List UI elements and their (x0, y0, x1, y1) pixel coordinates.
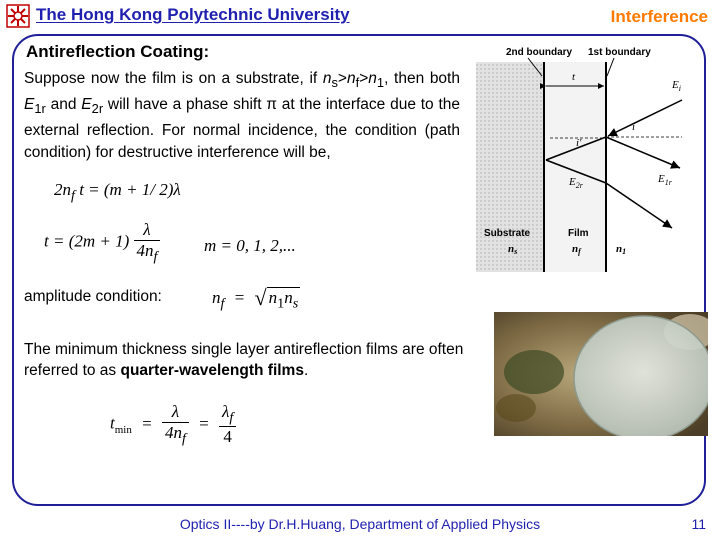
para-text-1: Suppose now the film is on a substrate, if (24, 70, 318, 87)
eq4-equals-2: = (199, 413, 209, 433)
equation-m-values: m = 0, 1, 2,... (204, 236, 296, 255)
eq2-den-sub: f (153, 248, 158, 265)
eq4-den-1 (162, 423, 189, 447)
eq4-den-4: 4 (223, 427, 232, 447)
eq4-lambda-sub: f (229, 409, 234, 426)
var-E: E (81, 96, 92, 114)
label-t: t (572, 71, 576, 83)
footer-text: Optics II----by Dr.H.Huang, Department of Applied Physics (179, 516, 541, 532)
eq2-numerator: λ (134, 220, 161, 241)
label-1st-boundary: 1st boundary (588, 47, 651, 58)
eq2-fraction (134, 220, 161, 265)
university-logo-icon (6, 4, 30, 28)
eq4-num-1: λ (162, 402, 189, 423)
eq2-left: t = (2m + 1) (44, 231, 130, 251)
eq4-den-sub: f (181, 430, 186, 447)
eq2-denominator (134, 241, 161, 265)
university-name[interactable]: The Hong Kong Polytechnic University (36, 5, 350, 24)
quarter-wave-paragraph (24, 339, 464, 381)
eq4-num-2 (219, 402, 236, 427)
section-title: Interference (610, 7, 708, 26)
eq1-sub-f: f (71, 187, 75, 204)
eq4-sub-min: min (114, 424, 132, 436)
page-number: 11 (691, 516, 706, 532)
equation-path-condition (54, 180, 181, 204)
eq4-den-4n: 4n (164, 423, 182, 442)
equation-tmin (110, 402, 236, 447)
intro-paragraph (24, 68, 460, 164)
para2-bold: quarter-wavelength films (120, 362, 304, 379)
label-ns: ns (508, 243, 518, 256)
para-text-2: , then both (384, 70, 460, 87)
eq4-equals-1: = (142, 413, 152, 433)
thin-film-diagram (476, 40, 698, 272)
label-nf: nf (572, 243, 581, 256)
var-n: n (346, 70, 356, 87)
label-Ei: $E_i$ (672, 79, 681, 93)
sub-2r: 2r (91, 101, 104, 117)
slide-title: Antireflection Coating: (26, 42, 210, 61)
eq1-2n: 2n (54, 180, 71, 199)
equation-thickness (44, 220, 160, 265)
gt-sign: > (359, 70, 369, 87)
var-E: E (24, 96, 35, 114)
para2-text: The minimum thickness single layer antireflection films are often referred to as (24, 341, 464, 379)
amplitude-label: amplitude condition: (24, 288, 162, 305)
coated-lens-photo (494, 312, 708, 436)
label-2nd-boundary: 2nd boundary (506, 47, 573, 58)
eq3-n: n (212, 288, 221, 307)
eq4-t: t (110, 413, 115, 433)
label-E2r: $E_{2r}$ (569, 176, 583, 190)
incident-ray (608, 100, 682, 136)
pi-symbol: π (266, 96, 277, 114)
var-n: n (368, 70, 377, 87)
label-n1: n1 (616, 243, 627, 256)
para2-end: . (303, 362, 309, 379)
para-text-3: will have a phase shift (107, 96, 262, 114)
eq3-n1: n (268, 288, 278, 307)
substrate-region (476, 62, 544, 272)
sub-1: 1 (376, 75, 385, 91)
eq3-sub-s: s (292, 295, 299, 312)
eq1-rest: t = (m + 1/ 2)λ (79, 180, 181, 199)
para-and: and (50, 96, 77, 114)
label-E1r: $E_{1r}$ (658, 173, 672, 187)
eq4-fraction-1 (162, 402, 189, 447)
sub-s: s (331, 75, 338, 91)
label-substrate: Substrate (484, 228, 531, 239)
var-n: n (322, 70, 332, 87)
eq3-radicand (267, 287, 301, 312)
sqrt-icon: √ (254, 285, 267, 310)
eq3-equals: = (234, 288, 245, 307)
eq4-fraction-2 (219, 402, 236, 447)
label-film: Film (568, 228, 589, 239)
eq2-den-4n: 4n (136, 241, 154, 260)
sub-1r: 1r (34, 101, 46, 117)
E1r-ray (606, 137, 680, 168)
equation-amplitude (212, 285, 300, 312)
gt-sign: > (337, 70, 347, 87)
label-i: i (632, 121, 636, 133)
film-region (544, 62, 606, 272)
label-iprime: i' (576, 137, 582, 149)
para-text-4: at the interface due to the external reflection. For normal incidence, the condition (path condition) for destructive interference will be, (24, 96, 461, 162)
eq3-ns: n (284, 288, 293, 307)
eq4-lambda: λ (221, 402, 230, 421)
eq3-sub-1: 1 (277, 295, 285, 312)
E2r-ray (606, 183, 672, 228)
eq3-sub-f: f (220, 295, 225, 312)
sub-f: f (355, 75, 360, 91)
